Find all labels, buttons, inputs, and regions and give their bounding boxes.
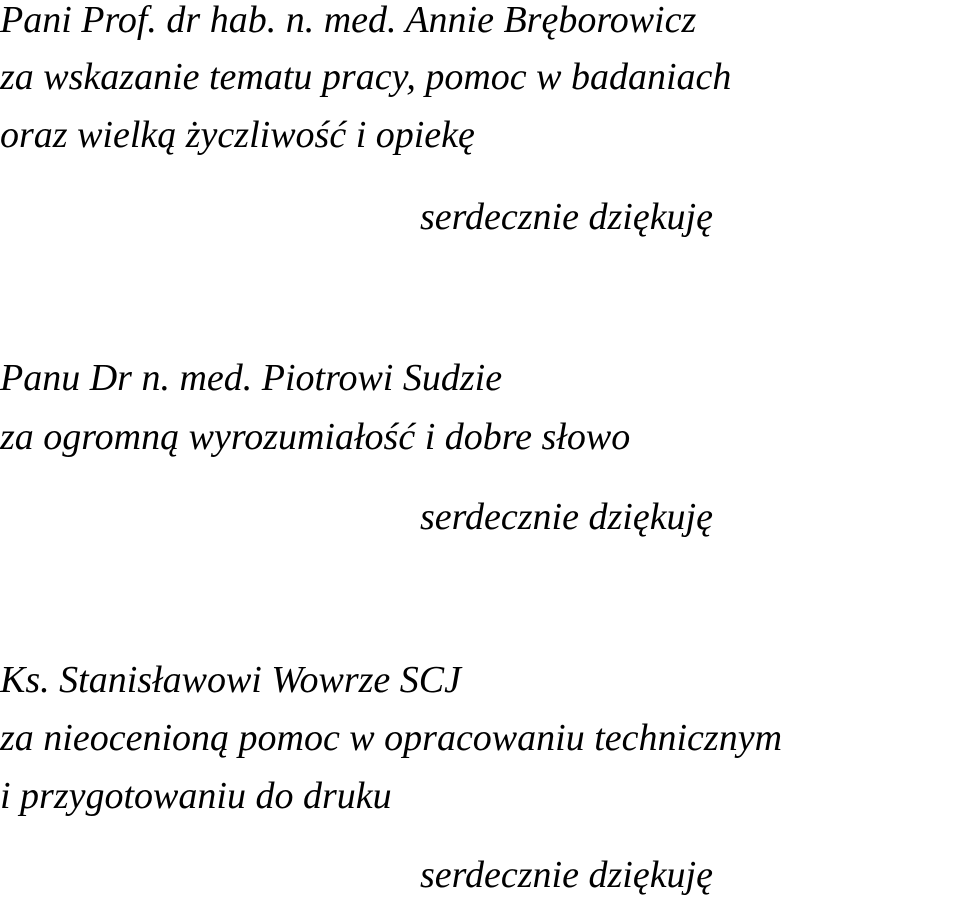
thanks-line: serdecznie dziękuję: [420, 854, 713, 896]
reason-line: za wskazanie tematu pracy, pomoc w badaniach: [0, 56, 732, 98]
reason-line: za nieocenioną pomoc w opracowaniu technicznym: [0, 717, 783, 759]
reason-line: i przygotowaniu do druku: [0, 775, 392, 817]
recipient-line: Pani Prof. dr hab. n. med. Annie Bręborowicz: [0, 0, 697, 41]
recipient-line: Ks. Stanisławowi Wowrze SCJ: [0, 659, 462, 701]
thanks-line: serdecznie dziękuję: [420, 496, 713, 538]
recipient-line: Panu Dr n. med. Piotrowi Sudzie: [0, 357, 503, 399]
reason-line: za ogromną wyrozumiałość i dobre słowo: [0, 416, 631, 458]
thanks-line: serdecznie dziękuję: [420, 196, 713, 238]
reason-line: oraz wielką życzliwość i opiekę: [0, 114, 475, 156]
